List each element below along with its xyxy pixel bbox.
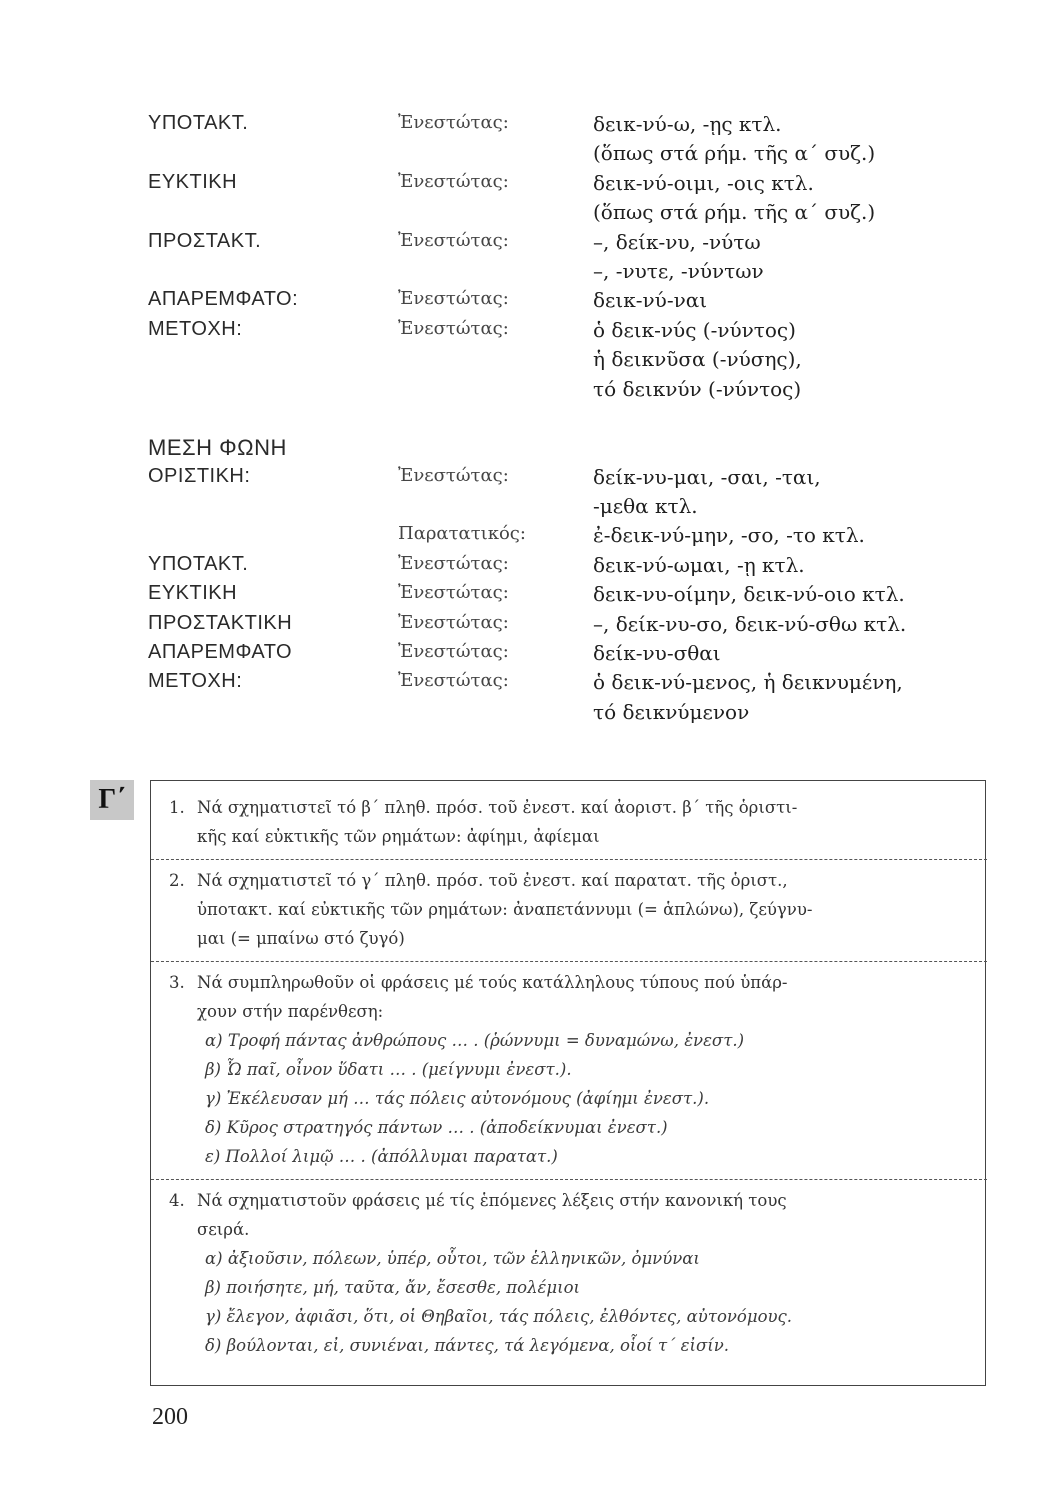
- exercise-number: 3.: [169, 973, 185, 992]
- exercise-text: μαι (= μπαίνω στό ζυγό): [197, 929, 405, 948]
- conjugation-row: [148, 171, 1028, 200]
- mood-label: ΑΠΑΡΕΜΦΑΤΟ:: [148, 288, 299, 311]
- conjugation-row: [148, 582, 1028, 611]
- exercise-item: α) Τροφή πάντας ἀνθρώπους … . (ῥώννυμι = δυναμώνω, ἐνεστ.): [205, 1031, 745, 1050]
- exercise-item: β) Ὦ παῖ, οἶνον ὕδατι … . (μείγνυμι ἐνεστ.).: [205, 1060, 572, 1079]
- verb-form: δεικ-νυ-οίμην, δεικ-νύ-οιο κτλ.: [593, 582, 905, 607]
- exercise-number: 1.: [169, 798, 185, 817]
- conjugation-row: [148, 670, 1028, 699]
- conjugation-row: [148, 523, 1028, 552]
- verb-form: (ὅπως στά ρήμ. τῆς α΄ συζ.): [593, 200, 876, 225]
- conjugation-row: [148, 347, 1028, 376]
- exercise-3: [169, 968, 969, 1171]
- conjugation-row: [148, 700, 1028, 729]
- tense-label: Παρατατικός:: [398, 523, 526, 545]
- verb-form: ὁ δεικ-νύς (-νύντος): [593, 317, 796, 342]
- mood-label: ΠΡΟΣΤΑΚΤΙΚΗ: [148, 611, 293, 634]
- conjugation-row: [148, 200, 1028, 229]
- conjugation-row: [148, 465, 1028, 494]
- mood-label: ΑΠΑΡΕΜΦΑΤΟ: [148, 641, 293, 664]
- verb-form: δείκ-νυ-σθαι: [593, 641, 721, 666]
- mood-label: ΥΠΟΤΑΚΤ.: [148, 552, 249, 575]
- conjugation-row: [148, 318, 1028, 347]
- tense-label: Ἐνεστώτας:: [398, 641, 509, 663]
- tense-label: Ἐνεστώτας:: [398, 552, 509, 574]
- exercise-item: ε) Πολλοί λιμῷ … . (ἀπόλλυμαι παρατατ.): [205, 1147, 558, 1166]
- tense-label: Ἐνεστώτας:: [398, 582, 509, 604]
- exercise-number: 4.: [169, 1191, 185, 1210]
- mood-label: ΕΥΚΤΙΚΗ: [148, 582, 238, 605]
- tense-label: Ἐνεστώτας:: [398, 670, 509, 692]
- exercise-text: ὑποτακτ. καί εὐκτικῆς τῶν ρημάτων: ἀναπετάννυμι (= ἁπλώνω), ζεύγνυ-: [197, 900, 813, 919]
- mood-label: ΥΠΟΤΑΚΤ.: [148, 112, 249, 134]
- exercise-4: [169, 1186, 969, 1360]
- exercise-1: [169, 793, 969, 851]
- verb-form: ὁ δεικ-νύ-μενος, ἡ δεικνυμένη,: [593, 670, 903, 695]
- tense-label: Ἐνεστώτας:: [398, 611, 509, 633]
- conjugation-table: [148, 112, 1028, 729]
- mood-label: ΜΕΤΟΧΗ:: [148, 670, 243, 693]
- tense-label: Ἐνεστώτας:: [398, 288, 509, 310]
- conjugation-row: [148, 230, 1028, 259]
- exercise-item: γ) ἔλεγον, ἀφιᾶσι, ὅτι, οἱ Θηβαῖοι, τάς πόλεις, ἐλθόντες, αὐτονόμους.: [205, 1307, 793, 1326]
- exercise-item: γ) Ἐκέλευσαν μή … τάς πόλεις αὐτονόμους (ἀφίημι ἐνεστ.).: [205, 1089, 710, 1108]
- tense-label: Ἐνεστώτας:: [398, 317, 509, 339]
- conjugation-row: [148, 112, 1028, 141]
- divider: [151, 859, 987, 860]
- exercise-text: Νά σχηματιστεῖ τό γ΄ πληθ. πρόσ. τοῦ ἐνεστ. καί παρατατ. τῆς ὁριστ.,: [197, 871, 788, 890]
- verb-form: δείκ-νυ-μαι, -σαι, -ται,: [593, 464, 821, 489]
- verb-form: ἐ-δεικ-νύ-μην, -σο, -το κτλ.: [593, 523, 865, 548]
- conjugation-row: [148, 612, 1028, 641]
- exercise-text: χουν στήν παρένθεση:: [197, 1002, 384, 1021]
- verb-form: δεικ-νύ-ω, -ῃς κτλ.: [593, 112, 782, 136]
- conjugation-row: [148, 494, 1028, 523]
- exercise-text: Νά σχηματιστεῖ τό β΄ πληθ. πρόσ. τοῦ ἐνεστ. καί ἀοριστ. β΄ τῆς ὁριστι-: [197, 798, 798, 817]
- mood-label: ΟΡΙΣΤΙΚΗ:: [148, 464, 251, 487]
- exercise-text: Νά σχηματιστοῦν φράσεις μέ τίς ἑπόμενες λέξεις στήν κανονική τους: [197, 1191, 787, 1210]
- conjugation-row: [148, 641, 1028, 670]
- mood-label: ΠΡΟΣΤΑΚΤ.: [148, 229, 262, 252]
- exercise-section-badge: Γ΄: [90, 780, 134, 820]
- conjugation-row: [148, 435, 1028, 464]
- verb-form: -μεθα κτλ.: [593, 494, 698, 519]
- verb-form: –, -νυτε, -νύντων: [593, 258, 764, 283]
- exercise-item: δ) βούλονται, εἰ, συνιέναι, πάντες, τά λεγόμενα, οἷοί τ΄ εἰσίν.: [205, 1336, 729, 1355]
- verb-form: ἡ δεικνῦσα (-νύσης),: [593, 347, 802, 372]
- verb-form: τό δεικνύμενον: [593, 699, 750, 724]
- verb-form: (ὅπως στά ρήμ. τῆς α΄ συζ.): [593, 141, 876, 166]
- verb-form: δεικ-νύ-οιμι, -οις κτλ.: [593, 170, 814, 195]
- exercise-text: κῆς καί εὐκτικῆς τῶν ρημάτων: ἀφίημι, ἀφίεμαι: [197, 827, 600, 846]
- exercise-text: σειρά.: [197, 1220, 250, 1239]
- divider: [151, 1179, 987, 1180]
- verb-form: δεικ-νύ-ναι: [593, 288, 708, 313]
- conjugation-row: [148, 377, 1028, 406]
- exercise-number: 2.: [169, 871, 185, 890]
- mood-label: ΜΕΣΗ ΦΩΝΗ: [148, 435, 287, 461]
- verb-form: δεικ-νύ-ωμαι, -ῃ κτλ.: [593, 552, 805, 577]
- exercise-2: [169, 866, 969, 953]
- conjugation-row: [148, 553, 1028, 582]
- conjugation-row: [148, 259, 1028, 288]
- exercise-item: δ) Κῦρος στρατηγός πάντων … . (ἀποδείκνυμαι ἐνεστ.): [205, 1118, 668, 1137]
- conjugation-row: [148, 288, 1028, 317]
- divider: [151, 961, 987, 962]
- tense-label: Ἐνεστώτας:: [398, 464, 509, 486]
- verb-form: –, δείκ-νυ, -νύτω: [593, 229, 761, 254]
- tense-label: Ἐνεστώτας:: [398, 229, 509, 251]
- tense-label: Ἐνεστώτας:: [398, 112, 509, 133]
- page-number: 200: [152, 1404, 188, 1430]
- verb-form: τό δεικνύν (-νύντος): [593, 376, 802, 401]
- exercise-item: β) ποιήσητε, μή, ταῦτα, ἄν, ἔσεσθε, πολέμιοι: [205, 1278, 580, 1297]
- exercise-item: α) ἀξιοῦσιν, πόλεων, ὑπέρ, οὗτοι, τῶν ἑλληνικῶν, ὀμνύναι: [205, 1249, 700, 1268]
- tense-label: Ἐνεστώτας:: [398, 170, 509, 192]
- exercise-text: Νά συμπληρωθοῦν οἱ φράσεις μέ τούς κατάλληλους τύπους πού ὑπάρ-: [197, 973, 788, 992]
- conjugation-row: [148, 141, 1028, 170]
- exercises-box: [150, 780, 986, 1386]
- verb-form: –, δείκ-νυ-σο, δεικ-νύ-σθω κτλ.: [593, 611, 907, 636]
- conjugation-row: [148, 406, 1028, 435]
- mood-label: ΕΥΚΤΙΚΗ: [148, 170, 238, 193]
- mood-label: ΜΕΤΟΧΗ:: [148, 317, 243, 340]
